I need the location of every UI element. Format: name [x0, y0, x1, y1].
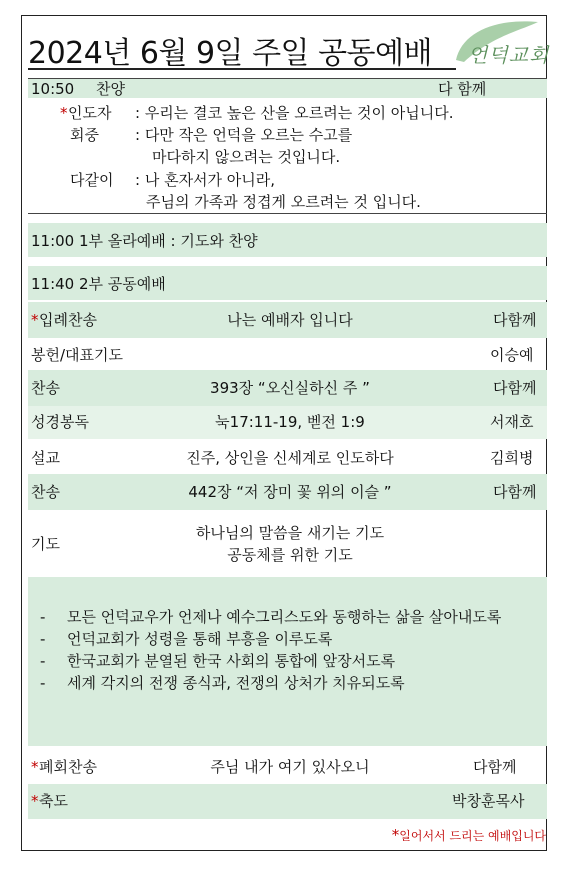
standing-mark: *	[60, 104, 68, 122]
call-leader-label: 인도자	[68, 104, 112, 122]
praise-leader: 다 함께	[438, 80, 487, 98]
footnote-mark: *	[391, 826, 400, 844]
closing-label: 폐회찬송	[39, 758, 97, 776]
title-underline	[28, 68, 456, 70]
order-label: 찬송	[31, 379, 60, 397]
prayer-title-1: 하나님의 말씀을 새기는 기도	[195, 524, 385, 542]
service1-title: 11:00 1부 올라예배 : 기도와 찬양	[31, 232, 258, 250]
order-leader: 김희병	[490, 449, 534, 467]
divider	[28, 78, 547, 79]
order-content: 442장 “저 장미 꽃 위의 이슬 ”	[188, 483, 392, 501]
prayer-item: - 세계 각지의 전쟁 종식과, 전쟁의 상처가 치유되도록	[40, 672, 537, 694]
order-leader: 이승예	[490, 346, 534, 364]
prayer-item: - 한국교회가 분열된 한국 사회의 통합에 앞장서도록	[40, 650, 537, 672]
prayer-item: - 모든 언덕교우가 언제나 예수그리스도와 동행하는 삶을 살아내도록	[40, 606, 537, 628]
benediction-label: 축도	[39, 792, 68, 810]
footnote-text: 일어서서 드리는 예배입니다	[399, 829, 546, 843]
order-content: 나는 예배자 입니다	[227, 311, 353, 329]
order-label: 찬송	[31, 483, 60, 501]
standing-mark: *	[31, 792, 39, 810]
standing-mark: *	[31, 311, 39, 329]
praise-time: 10:50	[31, 80, 75, 98]
standing-footnote	[392, 826, 546, 844]
standing-mark: *	[31, 758, 39, 776]
order-content: 진주, 상인을 신세계로 인도하다	[186, 449, 394, 467]
prayer-label: 기도	[31, 535, 60, 553]
order-leader: 다함께	[493, 311, 537, 329]
order-label: 봉헌/대표기도	[31, 346, 123, 364]
call-congregation-line-2: 마다하지 않으려는 것입니다.	[152, 148, 341, 166]
call-leader-line: : 우리는 결코 높은 산을 오르려는 것이 아닙니다.	[135, 104, 454, 122]
church-logo	[452, 16, 550, 67]
call-all-line-1: : 나 혼자서가 아니라,	[135, 171, 276, 189]
order-leader: 다함께	[493, 483, 537, 501]
prayer-list	[40, 606, 537, 694]
call-congregation-label: 회중	[70, 126, 99, 144]
closing-leader: 다함께	[473, 758, 517, 776]
closing-content: 주님 내가 여기 있사오니	[210, 758, 370, 776]
call-all-line-2: 주님의 가족과 정겹게 오르려는 것 입니다.	[146, 193, 421, 211]
service2-title: 11:40 2부 공동예배	[31, 275, 166, 293]
benediction-leader: 박창훈목사	[452, 792, 525, 810]
page-title: 2024년 6월 9일 주일 공동예배	[28, 36, 432, 71]
prayer-item: - 언덕교회가 성령을 통해 부흥을 이루도록	[40, 628, 537, 650]
logo-text: 언덕교회	[468, 43, 550, 67]
praise-name: 찬양	[96, 80, 125, 98]
call-congregation-line-1: : 다만 작은 언덕을 오르는 수고를	[135, 126, 353, 144]
order-leader: 다함께	[493, 379, 537, 397]
order-leader: 서재호	[490, 413, 534, 431]
order-content: 393장 “오신실하신 주 ”	[210, 379, 370, 397]
order-content: 눅17:11-19, 벧전 1:9	[215, 413, 365, 431]
order-label: 입례찬송	[39, 311, 97, 329]
order-label: 설교	[31, 449, 60, 467]
prayer-title-2: 공동체를 위한 기도	[227, 546, 353, 564]
order-label: 성경봉독	[31, 413, 89, 431]
divider	[28, 213, 547, 214]
call-all-label: 다같이	[70, 171, 114, 189]
